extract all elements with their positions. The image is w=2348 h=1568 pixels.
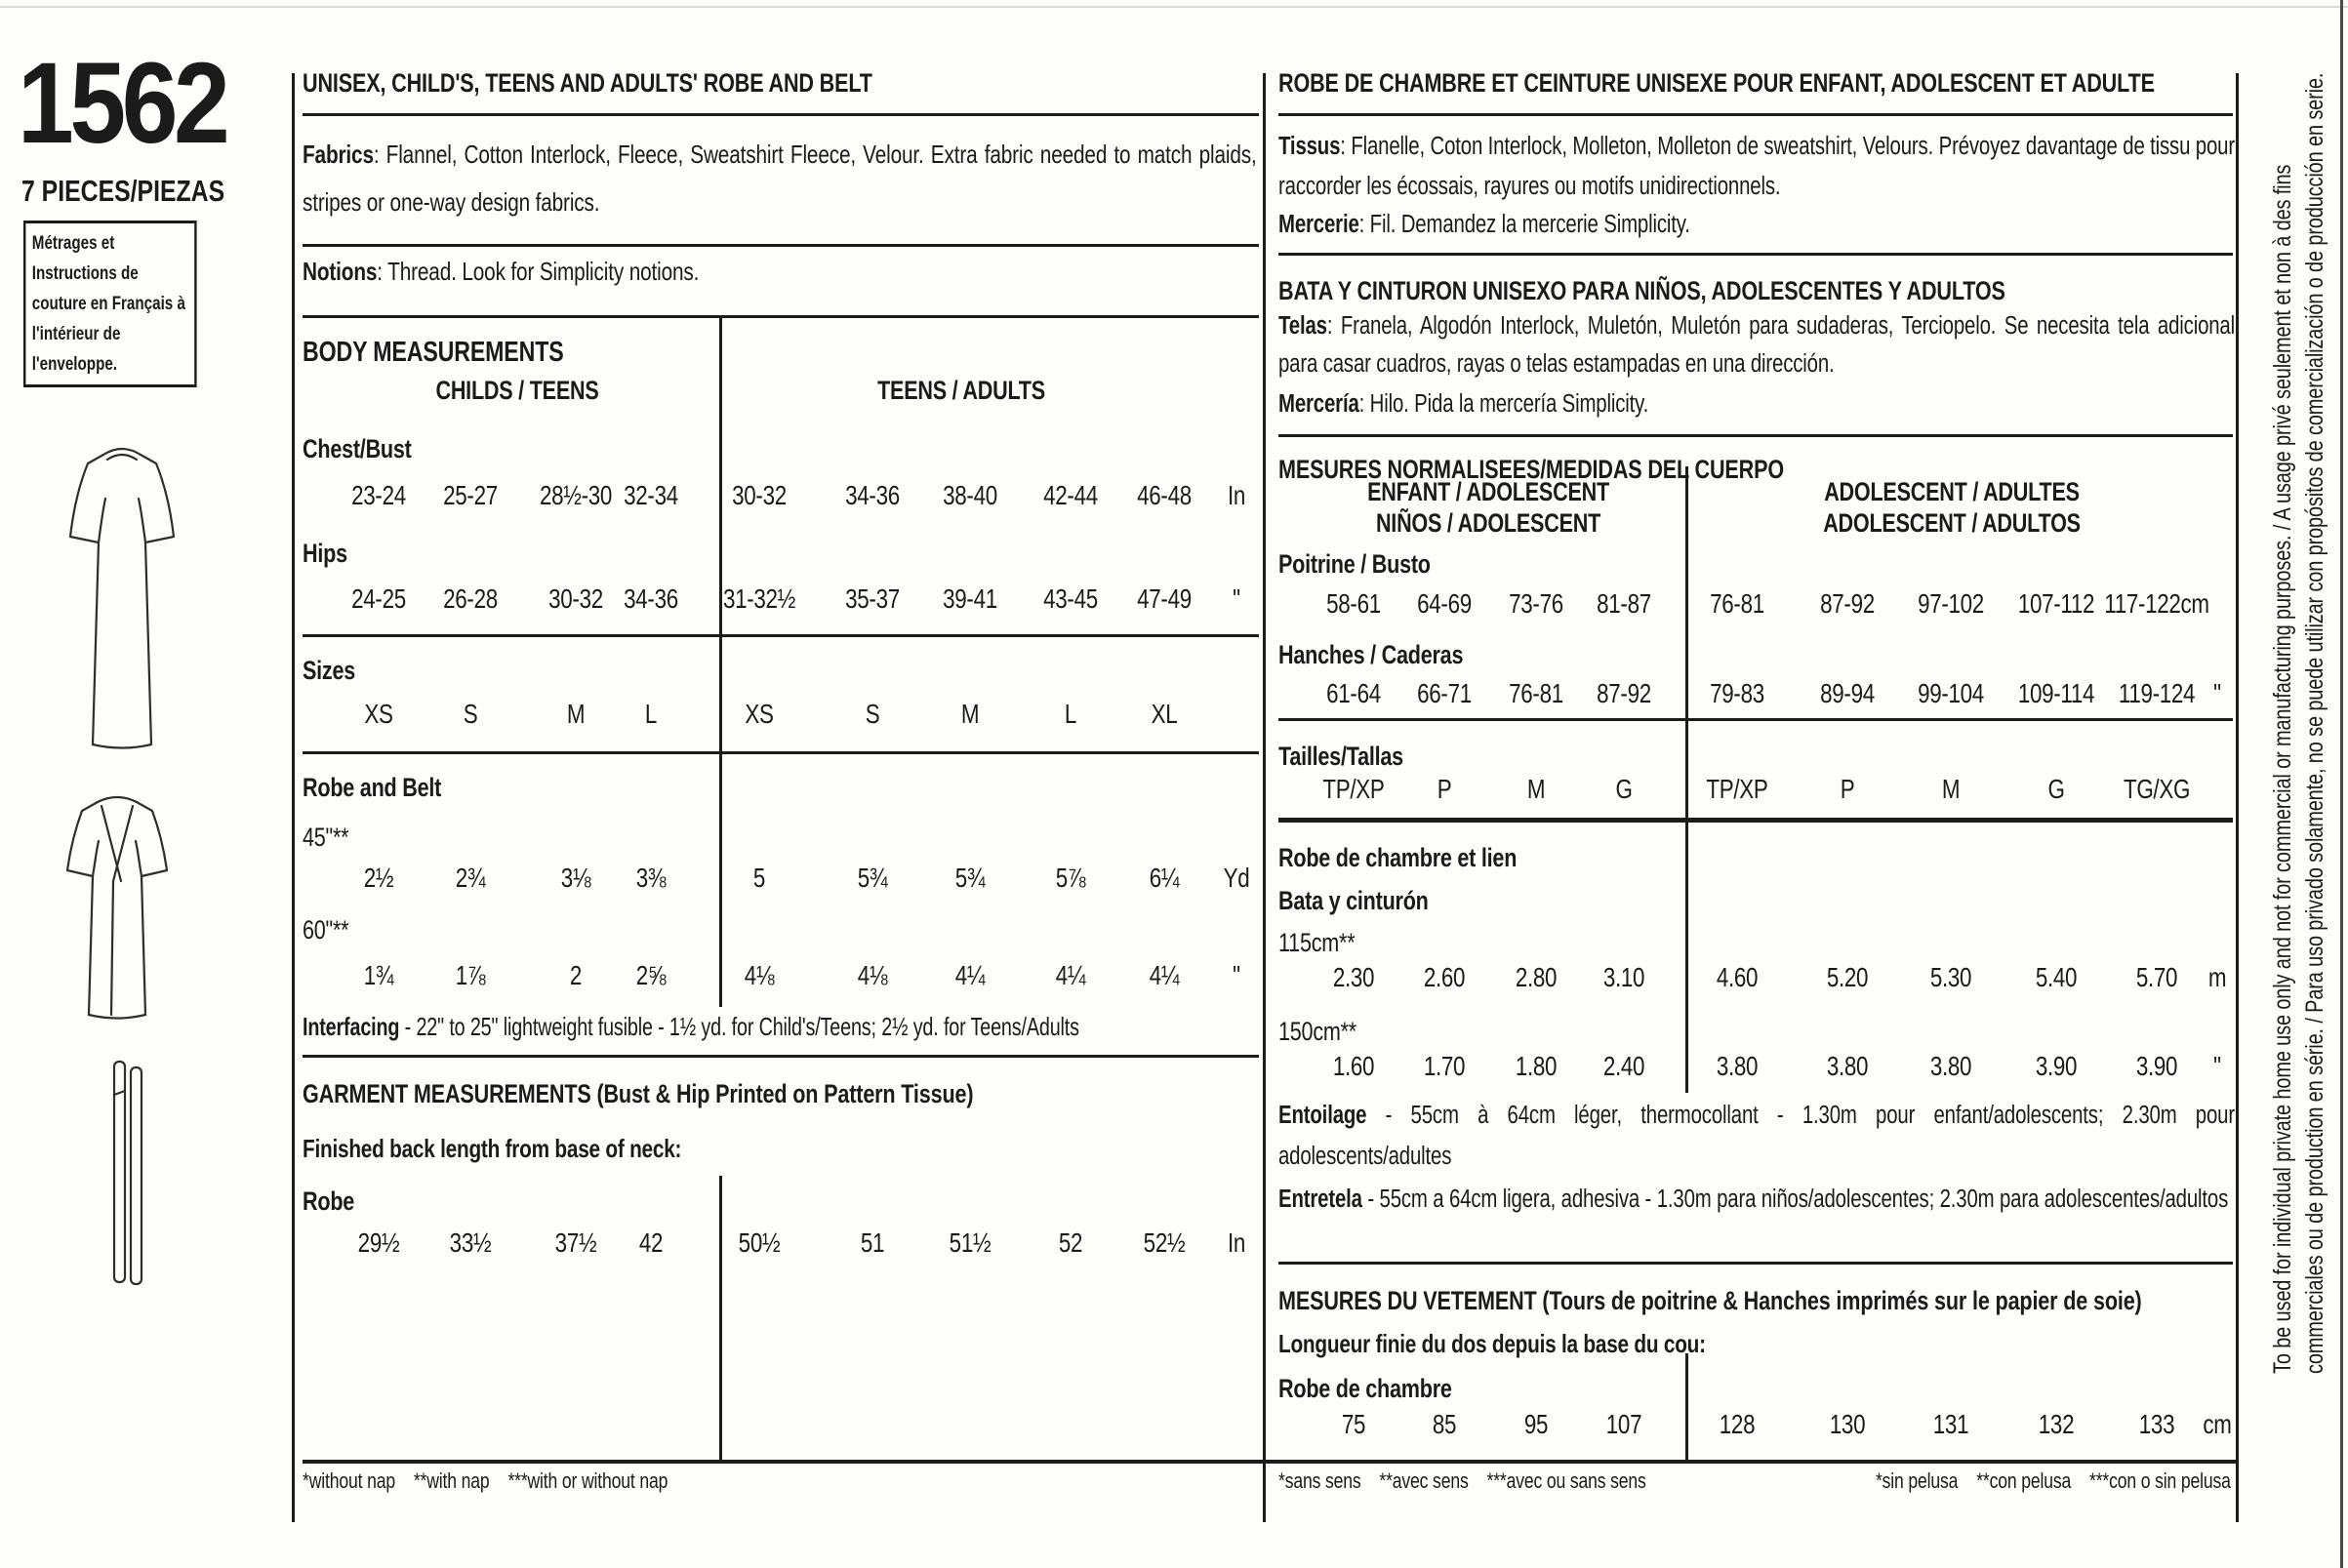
table-cell: 6¼ (1149, 863, 1180, 893)
mercerie-text: : Fil. Demandez la mercerie Simplicity. (1358, 211, 1690, 238)
spanish-title: BATA Y CINTURON UNISEXO PARA NIÑOS, ADOLESCENTES Y ADULTOS (1278, 276, 2005, 305)
table-cell: 5 (752, 863, 766, 893)
table-cell: 28½-30 (539, 480, 613, 510)
table-cell: 42-44 (1043, 480, 1098, 510)
table-cell: 131 (1932, 1409, 1969, 1439)
robe-back-sketch (49, 437, 195, 764)
width-60-label: 60"** (303, 915, 349, 945)
yardage-60-row (293, 960, 1265, 1001)
table-cell: 50½ (738, 1227, 781, 1258)
table-cell: 89-94 (1820, 678, 1875, 708)
table-cell: 119-124 (2118, 678, 2196, 708)
belt-sketch (101, 1056, 161, 1290)
table-cell: 87-92 (1820, 588, 1875, 619)
poitrine-values-row (1269, 588, 2245, 629)
rule (303, 751, 1259, 754)
rule (1278, 113, 2233, 116)
table-cell: 99-104 (1918, 678, 1984, 708)
french-instructions-box: Métrages et Instructions de couture en Français à l'intérieur de l'enveloppe. (23, 221, 197, 387)
table-divider (719, 1176, 722, 1460)
fabrics-paragraph (303, 131, 1257, 226)
metrage-115-row (1269, 962, 2245, 1003)
metrage-150-row (1269, 1051, 2245, 1092)
table-cell: M (1941, 774, 1961, 804)
table-cell: 46-48 (1137, 480, 1192, 510)
table-cell: 85 (1432, 1409, 1457, 1439)
table-cell: 2.30 (1332, 962, 1375, 992)
table-cell: G (1615, 774, 1633, 804)
table-cell: G (2047, 774, 2065, 804)
pieces-count-label: 7 PIECES/PIEZAS (21, 174, 225, 208)
table-cell: 130 (1829, 1409, 1866, 1439)
rule (303, 244, 1259, 247)
scan-right-edge (2340, 0, 2343, 1568)
unit-cell: " (1233, 960, 1240, 990)
tissus-label: Tissus (1278, 133, 1341, 160)
chest-label: Chest/Bust (303, 434, 412, 463)
table-cell: 4⅛ (857, 960, 888, 990)
table-cell: 2.60 (1423, 962, 1466, 992)
table-cell: 34-36 (845, 480, 900, 510)
table-cell: 30-32 (548, 583, 603, 614)
table-cell: 5.30 (1929, 962, 1972, 992)
table-cell: 1.80 (1515, 1051, 1558, 1081)
table-cell: P (1840, 774, 1855, 804)
longueur-finie-label: Longueur finie du dos depuis la base du cou: (1278, 1329, 1706, 1358)
rule (1278, 718, 2233, 721)
unit-cell: In (1227, 480, 1246, 510)
table-cell: 30-32 (732, 480, 787, 510)
table-cell: 39-41 (943, 583, 997, 614)
unit-cell: " (2213, 1051, 2221, 1081)
merceria-text: : Hilo. Pida la mercería Simplicity. (1358, 390, 1649, 418)
table-cell: 2 (569, 960, 583, 990)
group-header-adolescent-adultes: ADOLESCENT / ADULTES (1824, 477, 2080, 506)
rule (303, 634, 1259, 637)
notions-line (303, 257, 699, 287)
table-cell: TG/XG (2123, 774, 2191, 804)
unit-cell: m (2207, 962, 2227, 992)
table-cell: 42 (638, 1227, 664, 1258)
fabrics-label: Fabrics (303, 140, 374, 169)
table-cell: 5¾ (954, 863, 986, 893)
table-cell: 52½ (1143, 1227, 1186, 1258)
english-column (293, 0, 1265, 1568)
table-cell: 81-87 (1597, 588, 1651, 619)
width-45-label: 45"** (303, 823, 349, 852)
table-cell: M (1526, 774, 1546, 804)
sizes-label: Sizes (303, 656, 356, 685)
pattern-number: 1562 (18, 39, 226, 168)
entoilage-text: - 55cm à 64cm léger, thermocollant - 1.30m pour enfant/adolescents; 2.30m pour adolescents/adultes (1278, 1102, 2235, 1170)
interfacing-text: - 22" to 25" lightweight fusible - 1½ yd. for Child's/Teens; 2½ yd. for Teens/Adults (399, 1012, 1079, 1041)
width-150-label: 150cm** (1278, 1017, 1356, 1046)
table-cell: 79-83 (1710, 678, 1764, 708)
english-footnote: *without nap **with nap ***with or without nap (303, 1468, 668, 1493)
robe-label: Robe (303, 1186, 355, 1216)
rule (1278, 1262, 2233, 1265)
mesures-normalisees-title: MESURES NORMALISEES/MEDIDAS DEL CUERPO (1278, 455, 1784, 484)
table-cell: 76-81 (1710, 588, 1764, 619)
table-cell: 64-69 (1417, 588, 1472, 619)
english-title: UNISEX, CHILD'S, TEENS AND ADULTS' ROBE AND BELT (303, 68, 872, 98)
table-cell: 5⅞ (1055, 863, 1086, 893)
table-cell: 4.60 (1716, 962, 1759, 992)
table-cell: 33½ (449, 1227, 492, 1258)
telas-label: Telas (1278, 312, 1327, 340)
table-cell: 58-61 (1326, 588, 1381, 619)
table-cell: 66-71 (1417, 678, 1472, 708)
sizes-values-row (293, 699, 1265, 740)
robe-front-sketch (47, 788, 188, 1032)
rule (303, 113, 1259, 116)
copyright-side-note (2267, 72, 2333, 1375)
table-cell: S (865, 699, 880, 729)
table-cell: 37½ (554, 1227, 597, 1258)
table-cell: 31-32½ (722, 583, 796, 614)
poitrine-label: Poitrine / Busto (1278, 549, 1431, 579)
table-cell: 2.40 (1602, 1051, 1645, 1081)
table-cell: 4¼ (954, 960, 986, 990)
table-cell: 128 (1719, 1409, 1756, 1439)
finished-length-label: Finished back length from base of neck: (303, 1134, 682, 1163)
table-cell: 95 (1523, 1409, 1549, 1439)
table-cell: S (463, 699, 478, 729)
table-cell: 4¼ (1149, 960, 1180, 990)
notions-label: Notions (303, 257, 378, 286)
hips-label: Hips (303, 539, 347, 568)
table-cell: 97-102 (1918, 588, 1984, 619)
table-cell: P (1437, 774, 1452, 804)
table-cell: 51½ (949, 1227, 992, 1258)
table-cell: 2⅝ (635, 960, 667, 990)
rule (303, 1055, 1259, 1058)
table-cell: M (566, 699, 586, 729)
table-cell: 133 (2138, 1409, 2175, 1439)
telas-paragraph (1278, 307, 2235, 383)
table-cell: 107 (1605, 1409, 1642, 1439)
table-cell: XS (364, 699, 393, 729)
chest-values-row (293, 480, 1265, 521)
table-cell: 107-112 (2017, 588, 2095, 619)
fabrics-text: : Flannel, Cotton Interlock, Fleece, Sweatshirt Fleece, Velour. Extra fabric needed to match plaids, stripes or one-way design fabrics. (303, 140, 1257, 217)
table-cell: 3.10 (1602, 962, 1645, 992)
table-cell: 47-49 (1137, 583, 1192, 614)
unit-cell: In (1227, 1227, 1246, 1258)
merceria-label: Mercería (1278, 390, 1359, 418)
table-cell: 35-37 (845, 583, 900, 614)
rule (303, 315, 1259, 318)
table-cell: 52 (1058, 1227, 1083, 1258)
table-cell: 76-81 (1509, 678, 1563, 708)
group-header-adolescent-adultos: ADOLESCENT / ADULTOS (1823, 508, 2081, 538)
tailles-values-row (1269, 774, 2245, 815)
table-cell: 3.90 (2035, 1051, 2078, 1081)
table-cell: 3.80 (1716, 1051, 1759, 1081)
table-cell: XL (1151, 699, 1178, 729)
table-cell: 38-40 (943, 480, 997, 510)
mesures-vetement-title: MESURES DU VETEMENT (Tours de poitrine & Hanches imprimés sur le papier de soie) (1278, 1286, 2142, 1315)
robe-de-chambre-label: Robe de chambre (1278, 1374, 1452, 1403)
table-cell: 25-27 (443, 480, 498, 510)
table-cell: 2.80 (1515, 962, 1558, 992)
table-cell: 4⅛ (744, 960, 775, 990)
rule-thick (1278, 818, 2233, 823)
table-cell: 3⅜ (635, 863, 667, 893)
table-cell: 5.40 (2035, 962, 2078, 992)
table-cell: TP/XP (1706, 774, 1768, 804)
table-cell: 73-76 (1509, 588, 1563, 619)
entretela-paragraph (1278, 1179, 2235, 1220)
table-cell: 3.80 (1826, 1051, 1869, 1081)
robe-lien-label-fr: Robe de chambre et lien (1278, 843, 1518, 872)
table-cell: 61-64 (1326, 678, 1381, 708)
group-header-ninos: NIÑOS / ADOLESCENT (1375, 508, 1601, 538)
table-cell: 1.60 (1332, 1051, 1375, 1081)
french-title: ROBE DE CHAMBRE ET CEINTURE UNISEXE POUR ENFANT, ADOLESCENT ET ADULTE (1278, 68, 2155, 98)
table-cell: 3.80 (1929, 1051, 1972, 1081)
table-cell: 43-45 (1043, 583, 1098, 614)
table-cell: 87-92 (1597, 678, 1651, 708)
hips-values-row (293, 583, 1265, 624)
interfacing-line (303, 1012, 1079, 1042)
robe-lien-label-es: Bata y cinturón (1278, 886, 1429, 915)
mercerie-line (1278, 211, 1690, 239)
table-cell: 3.90 (2135, 1051, 2178, 1081)
interfacing-label: Interfacing (303, 1012, 400, 1041)
entretela-label: Entretela (1278, 1186, 1362, 1213)
table-cell: 117-122cm (2104, 588, 2209, 619)
table-cell: 34-36 (624, 583, 678, 614)
table-cell: 132 (2038, 1409, 2075, 1439)
tissus-paragraph (1278, 127, 2235, 207)
group-header-teens-adults: TEENS / ADULTS (877, 376, 1045, 405)
french-footnote: *sans sens **avec sens ***avec ou sans sens (1278, 1468, 1646, 1493)
table-cell: 5.20 (1826, 962, 1869, 992)
entretela-text: - 55cm a 64cm ligera, adhesiva - 1.30m para niños/adolescentes; 2.30m para adolescentes/adultos (1361, 1186, 2229, 1213)
spanish-footnote: *sin pelusa **con pelusa ***con o sin pelusa (1876, 1468, 2231, 1493)
notions-text: : Thread. Look for Simplicity notions. (377, 257, 700, 286)
table-cell: L (1064, 699, 1077, 729)
table-cell: 1.70 (1423, 1051, 1466, 1081)
yardage-45-row (293, 863, 1265, 904)
table-cell: M (960, 699, 980, 729)
table-cell: 1⅞ (455, 960, 486, 990)
unit-cell: cm (2203, 1409, 2232, 1439)
unit-cell: " (1233, 583, 1240, 614)
group-header-childs-teens: CHILDS / TEENS (435, 376, 599, 405)
body-measurements-title: BODY MEASUREMENTS (303, 337, 564, 368)
table-cell: 1¾ (363, 960, 394, 990)
tissus-text: : Flanelle, Coton Interlock, Molleton, Molleton de sweatshirt, Velours. Prévoyez davantage de tissu pour raccorder les écossais, rayures ou motifs unidirectionnels. (1278, 133, 2235, 200)
table-cell: 23-24 (351, 480, 406, 510)
unit-cell: " (2213, 678, 2221, 708)
table-cell: TP/XP (1322, 774, 1385, 804)
table-cell: 75 (1341, 1409, 1366, 1439)
table-cell: XS (745, 699, 774, 729)
table-cell: 109-114 (2017, 678, 2095, 708)
merceria-line (1278, 390, 1648, 419)
table-cell: 5¾ (857, 863, 888, 893)
robe-and-belt-label: Robe and Belt (303, 773, 442, 802)
group-header-enfant: ENFANT / ADOLESCENT (1367, 477, 1609, 506)
hanches-label: Hanches / Caderas (1278, 640, 1464, 669)
table-cell: 29½ (357, 1227, 400, 1258)
table-cell: 3⅛ (560, 863, 591, 893)
hanches-values-row (1269, 678, 2245, 719)
foreign-column (1269, 0, 2245, 1568)
telas-text: : Franela, Algodón Interlock, Muletón, Muletón para sudaderas, Terciopelo. Se necesita tela adicional para casar cuadros, rayas o telas estampadas en una dirección. (1278, 312, 2235, 378)
table-cell: 5.70 (2135, 962, 2178, 992)
robe-length-row (293, 1227, 1265, 1268)
table-cell: 24-25 (351, 583, 406, 614)
width-115-label: 115cm** (1278, 928, 1356, 957)
rule (1278, 253, 2233, 256)
table-cell: 51 (860, 1227, 885, 1258)
rule (1278, 434, 2233, 437)
garment-measurements-title: GARMENT MEASUREMENTS (Bust & Hip Printed on Pattern Tissue) (303, 1079, 974, 1108)
table-cell: 2½ (363, 863, 394, 893)
tailles-label: Tailles/Tallas (1278, 742, 1403, 771)
table-cell: 26-28 (443, 583, 498, 614)
mercerie-label: Mercerie (1278, 211, 1359, 238)
unit-cell: Yd (1223, 863, 1250, 893)
table-cell: 4¼ (1055, 960, 1086, 990)
entoilage-paragraph (1278, 1095, 2235, 1177)
side-note-line-1: To be used for individual private home use only and not for commercial or manufacturing purposes. / A usage privé seulement et non à des fins (2269, 164, 2296, 1375)
table-cell: 32-34 (624, 480, 678, 510)
robe-length-row (1269, 1409, 2245, 1450)
table-cell: 2¾ (455, 863, 486, 893)
entoilage-label: Entoilage (1278, 1102, 1367, 1129)
side-note-line-2: commerciales ou de production en série. / Para uso privado solamente, no se puede utilizar con propósitos de comercialización o de producción en serie. (2301, 72, 2328, 1374)
table-cell: L (644, 699, 658, 729)
